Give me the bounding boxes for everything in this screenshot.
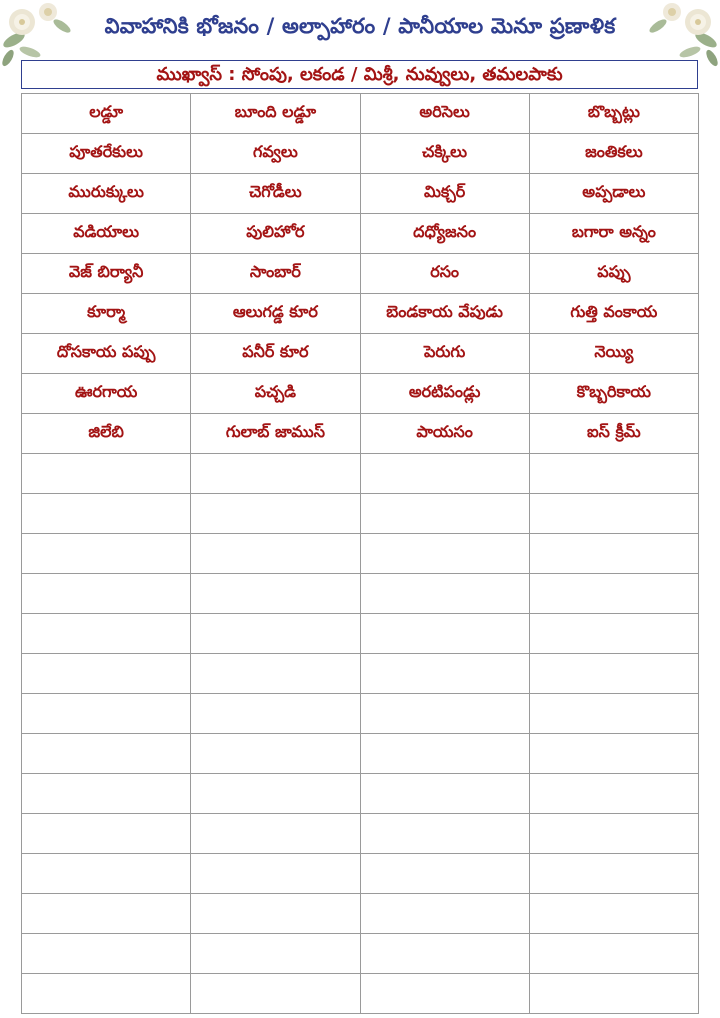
menu-table-body [22, 94, 699, 1014]
menu-item-cell [22, 734, 191, 774]
menu-item-cell [529, 694, 698, 734]
menu-item-cell: పెరుగు [360, 334, 529, 374]
menu-item-cell [22, 494, 191, 534]
table-row [22, 614, 699, 654]
menu-item-cell [191, 614, 360, 654]
menu-item-cell [191, 694, 360, 734]
menu-item-cell [360, 934, 529, 974]
menu-item-cell: మురుక్కులు [22, 174, 191, 214]
menu-item-cell: కొబ్బరికాయ [529, 374, 698, 414]
menu-item-cell: కూర్మా [22, 294, 191, 334]
menu-item-cell: సాంబార్ [191, 254, 360, 294]
table-row [22, 174, 699, 214]
menu-item-cell: లడ్డూ [22, 94, 191, 134]
table-row [22, 334, 699, 374]
menu-item-cell: జిలేబి [22, 414, 191, 454]
table-row [22, 654, 699, 694]
menu-item-cell: వడియాలు [22, 214, 191, 254]
menu-item-cell: దోసకాయ పప్పు [22, 334, 191, 374]
menu-item-cell: గవ్వలు [191, 134, 360, 174]
table-row [22, 894, 699, 934]
table-row [22, 374, 699, 414]
menu-item-cell [191, 814, 360, 854]
table-row [22, 854, 699, 894]
menu-item-cell [22, 654, 191, 694]
menu-item-cell [191, 774, 360, 814]
menu-item-cell [360, 534, 529, 574]
menu-item-cell: బూంది లడ్డూ [191, 94, 360, 134]
menu-item-cell [529, 494, 698, 534]
table-row [22, 814, 699, 854]
menu-item-cell [191, 854, 360, 894]
menu-item-cell [360, 854, 529, 894]
menu-item-cell: ఊరగాయ [22, 374, 191, 414]
table-row [22, 494, 699, 534]
menu-item-cell: బగారా అన్నం [529, 214, 698, 254]
table-row [22, 214, 699, 254]
menu-item-cell [191, 534, 360, 574]
menu-item-cell [191, 894, 360, 934]
table-row [22, 134, 699, 174]
menu-item-cell: పచ్చడి [191, 374, 360, 414]
menu-item-cell [360, 494, 529, 534]
menu-item-cell: దధ్యోజనం [360, 214, 529, 254]
table-row [22, 734, 699, 774]
menu-item-cell: పులిహోర [191, 214, 360, 254]
menu-item-cell: చక్కిలు [360, 134, 529, 174]
table-row [22, 974, 699, 1014]
table-row [22, 294, 699, 334]
menu-item-cell: ఆలుగడ్డ కూర [191, 294, 360, 334]
menu-item-cell [529, 854, 698, 894]
menu-item-cell: పప్పు [529, 254, 698, 294]
menu-item-cell [22, 534, 191, 574]
table-row [22, 934, 699, 974]
menu-item-cell [191, 734, 360, 774]
menu-item-cell: బెండకాయ వేపుడు [360, 294, 529, 334]
menu-item-cell [529, 894, 698, 934]
menu-item-cell [22, 454, 191, 494]
menu-item-cell [360, 774, 529, 814]
menu-item-cell [529, 614, 698, 654]
menu-item-cell [22, 774, 191, 814]
table-row [22, 94, 699, 134]
menu-item-cell [22, 934, 191, 974]
menu-item-cell [360, 974, 529, 1014]
menu-item-cell [360, 614, 529, 654]
menu-item-cell [22, 614, 191, 654]
table-row [22, 694, 699, 734]
menu-item-cell: రసం [360, 254, 529, 294]
menu-item-cell: గుత్తి వంకాయ [529, 294, 698, 334]
menu-item-cell [191, 574, 360, 614]
menu-item-cell: బొబ్బట్లు [529, 94, 698, 134]
menu-item-cell: అరటిపండ్లు [360, 374, 529, 414]
mukhwas-line: ముఖ్వాస్ : సోంపు, లకండ / మిశ్రీ, నువ్వులు, తమలపాకు [21, 60, 698, 89]
table-row [22, 454, 699, 494]
menu-item-cell: జంతికలు [529, 134, 698, 174]
menu-item-cell: గులాబ్ జాముస్ [191, 414, 360, 454]
menu-item-cell [529, 814, 698, 854]
menu-item-cell [529, 934, 698, 974]
menu-item-cell [191, 974, 360, 1014]
menu-item-cell: చెగోడీలు [191, 174, 360, 214]
table-row [22, 534, 699, 574]
menu-item-cell [529, 974, 698, 1014]
menu-item-cell: వెజ్ బిర్యానీ [22, 254, 191, 294]
menu-item-cell [360, 734, 529, 774]
menu-item-cell: నెయ్యి [529, 334, 698, 374]
table-row [22, 774, 699, 814]
menu-item-cell [191, 654, 360, 694]
menu-item-cell [529, 454, 698, 494]
menu-item-cell [360, 654, 529, 694]
menu-item-cell: అరిసెలు [360, 94, 529, 134]
menu-item-cell: అప్పడాలు [529, 174, 698, 214]
menu-item-cell [529, 654, 698, 694]
menu-item-cell: పాయసం [360, 414, 529, 454]
menu-item-cell [360, 894, 529, 934]
table-row [22, 254, 699, 294]
menu-item-cell [360, 814, 529, 854]
menu-item-cell [360, 694, 529, 734]
menu-table [21, 93, 699, 1014]
menu-item-cell [191, 934, 360, 974]
menu-item-cell [529, 534, 698, 574]
menu-item-cell [360, 454, 529, 494]
menu-item-cell: ఐస్ క్రీమ్ [529, 414, 698, 454]
menu-item-cell [360, 574, 529, 614]
menu-item-cell [22, 894, 191, 934]
table-row [22, 574, 699, 614]
menu-item-cell [22, 854, 191, 894]
menu-item-cell [22, 574, 191, 614]
menu-item-cell [529, 774, 698, 814]
menu-item-cell [529, 574, 698, 614]
menu-item-cell [191, 454, 360, 494]
menu-item-cell: మిక్చర్ [360, 174, 529, 214]
menu-item-cell [529, 734, 698, 774]
table-row [22, 414, 699, 454]
menu-item-cell [22, 694, 191, 734]
menu-item-cell: పనీర్ కూర [191, 334, 360, 374]
menu-item-cell [22, 814, 191, 854]
menu-item-cell: పూతరేకులు [22, 134, 191, 174]
menu-item-cell [22, 974, 191, 1014]
page-title: వివాహానికి భోజనం / అల్పాహారం / పానీయాల మెనూ ప్రణాళిక [104, 14, 616, 38]
menu-item-cell [191, 494, 360, 534]
